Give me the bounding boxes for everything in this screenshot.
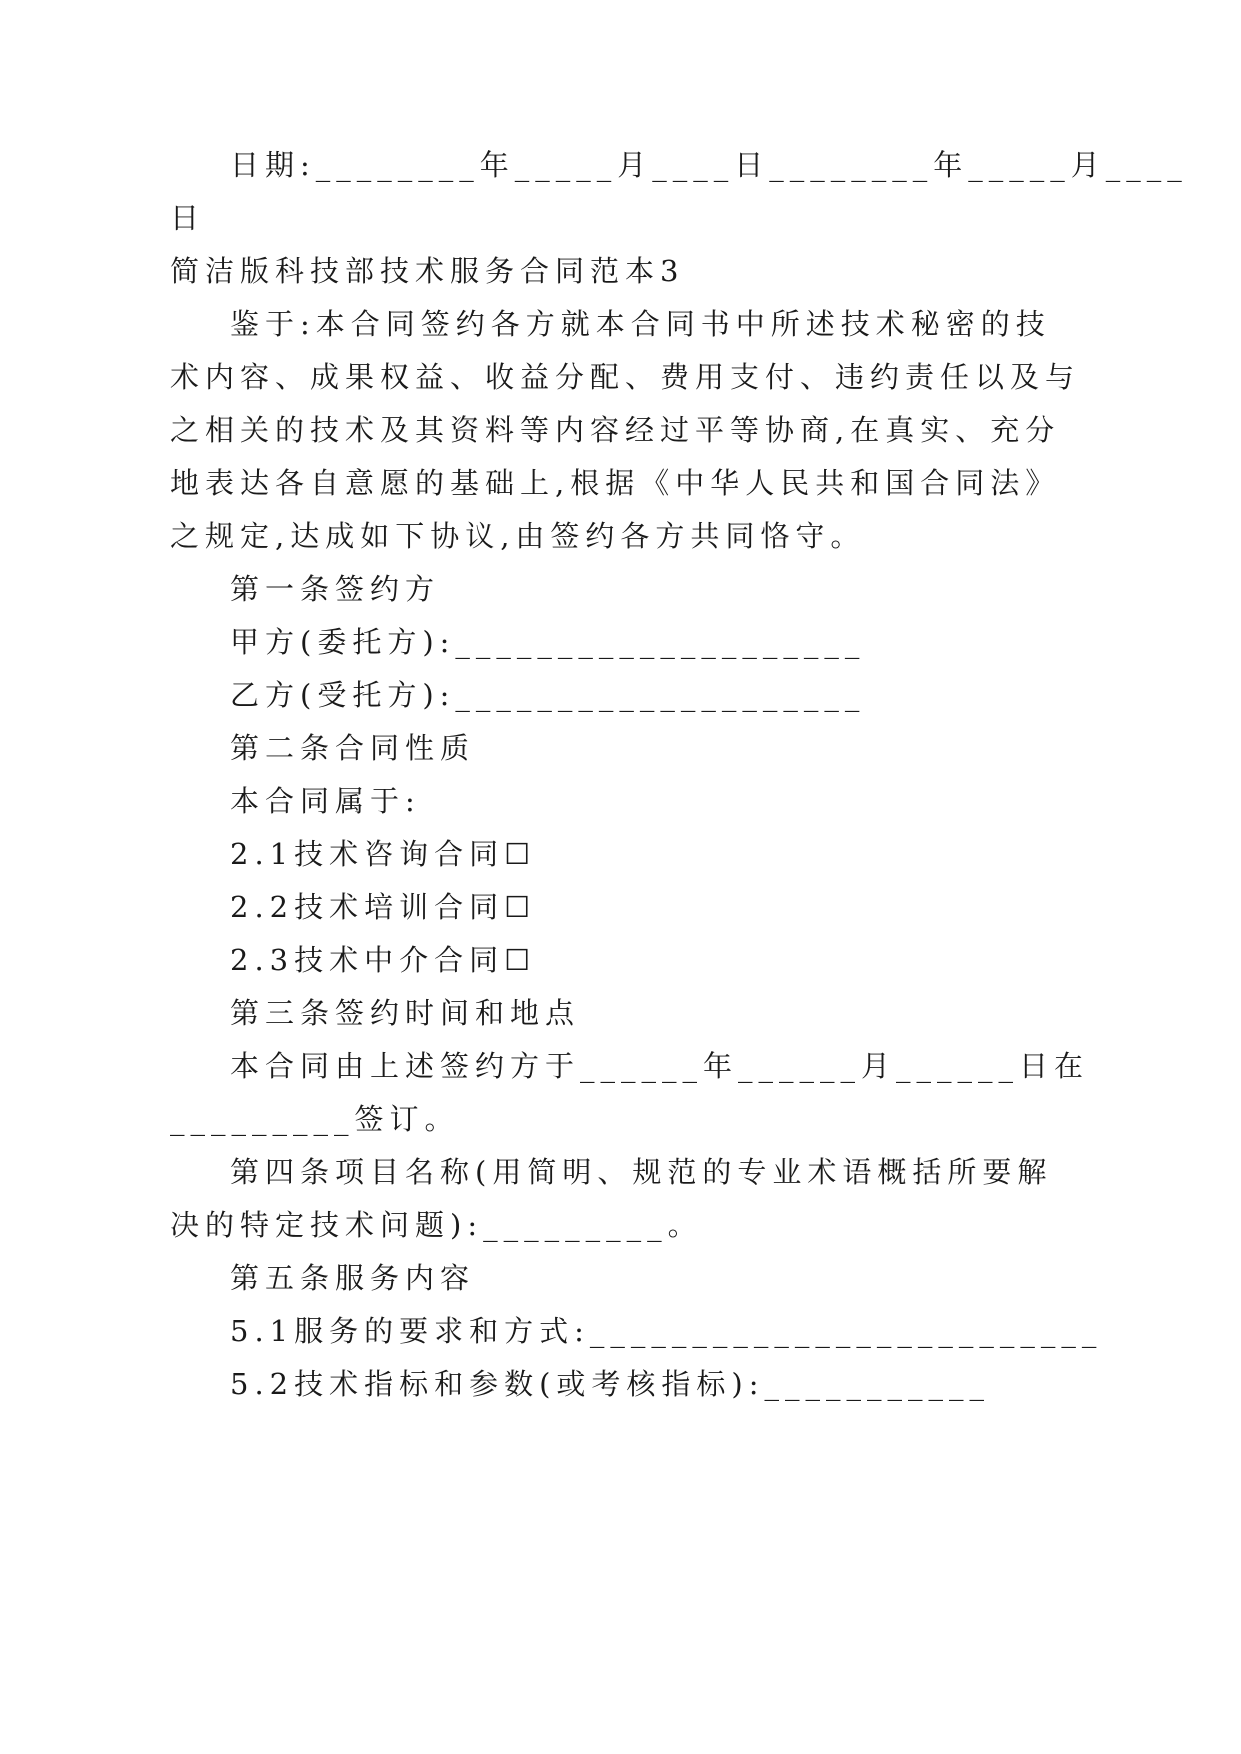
document-title: 简洁版科技部技术服务合同范本3 — [170, 254, 685, 288]
date-line-continuation: 日 — [170, 201, 206, 235]
article-3-text-line-2: _________签订。 — [170, 1102, 460, 1136]
article-1-heading: 第一条签约方 — [230, 572, 441, 606]
article-3-heading: 第三条签约时间和地点 — [230, 996, 581, 1030]
preamble-line-1: 鉴于:本合同签约各方就本合同书中所述技术秘密的技 — [230, 307, 1051, 341]
article-3-text-line-1: 本合同由上述签约方于______年______月______日在 — [230, 1049, 1090, 1083]
contract-type-option-intermediary: 2.3技术中介合同☐ — [230, 943, 537, 977]
preamble-line-4: 地表达各自意愿的基础上,根据《中华人民共和国合同法》 — [170, 466, 1061, 500]
article-5-item-1: 5.1服务的要求和方式:_________________________ — [230, 1314, 1103, 1348]
party-b-field: 乙方(受托方):____________________ — [230, 678, 866, 712]
date-line: 日期:________年_____月____日________年_____月____ — [230, 148, 1188, 182]
contract-type-option-consulting: 2.1技术咨询合同☐ — [230, 837, 537, 871]
party-a-field: 甲方(委托方):____________________ — [230, 625, 866, 659]
preamble-line-5: 之规定,达成如下协议,由签约各方共同恪守。 — [170, 519, 866, 553]
article-2-heading: 第二条合同性质 — [230, 731, 476, 765]
article-4-line-1: 第四条项目名称(用简明、规范的专业术语概括所要解 — [230, 1155, 1053, 1189]
contract-type-option-training: 2.2技术培训合同☐ — [230, 890, 537, 924]
article-5-heading: 第五条服务内容 — [230, 1261, 476, 1295]
preamble-line-3: 之相关的技术及其资料等内容经过平等协商,在真实、充分 — [170, 413, 1061, 447]
preamble-line-2: 术内容、成果权益、收益分配、费用支付、违约责任以及与 — [170, 360, 1081, 394]
article-4-line-2: 决的特定技术问题):_________。 — [170, 1208, 703, 1242]
article-2-intro: 本合同属于: — [230, 784, 421, 818]
article-5-item-2: 5.2技术指标和参数(或考核指标):___________ — [230, 1367, 991, 1401]
